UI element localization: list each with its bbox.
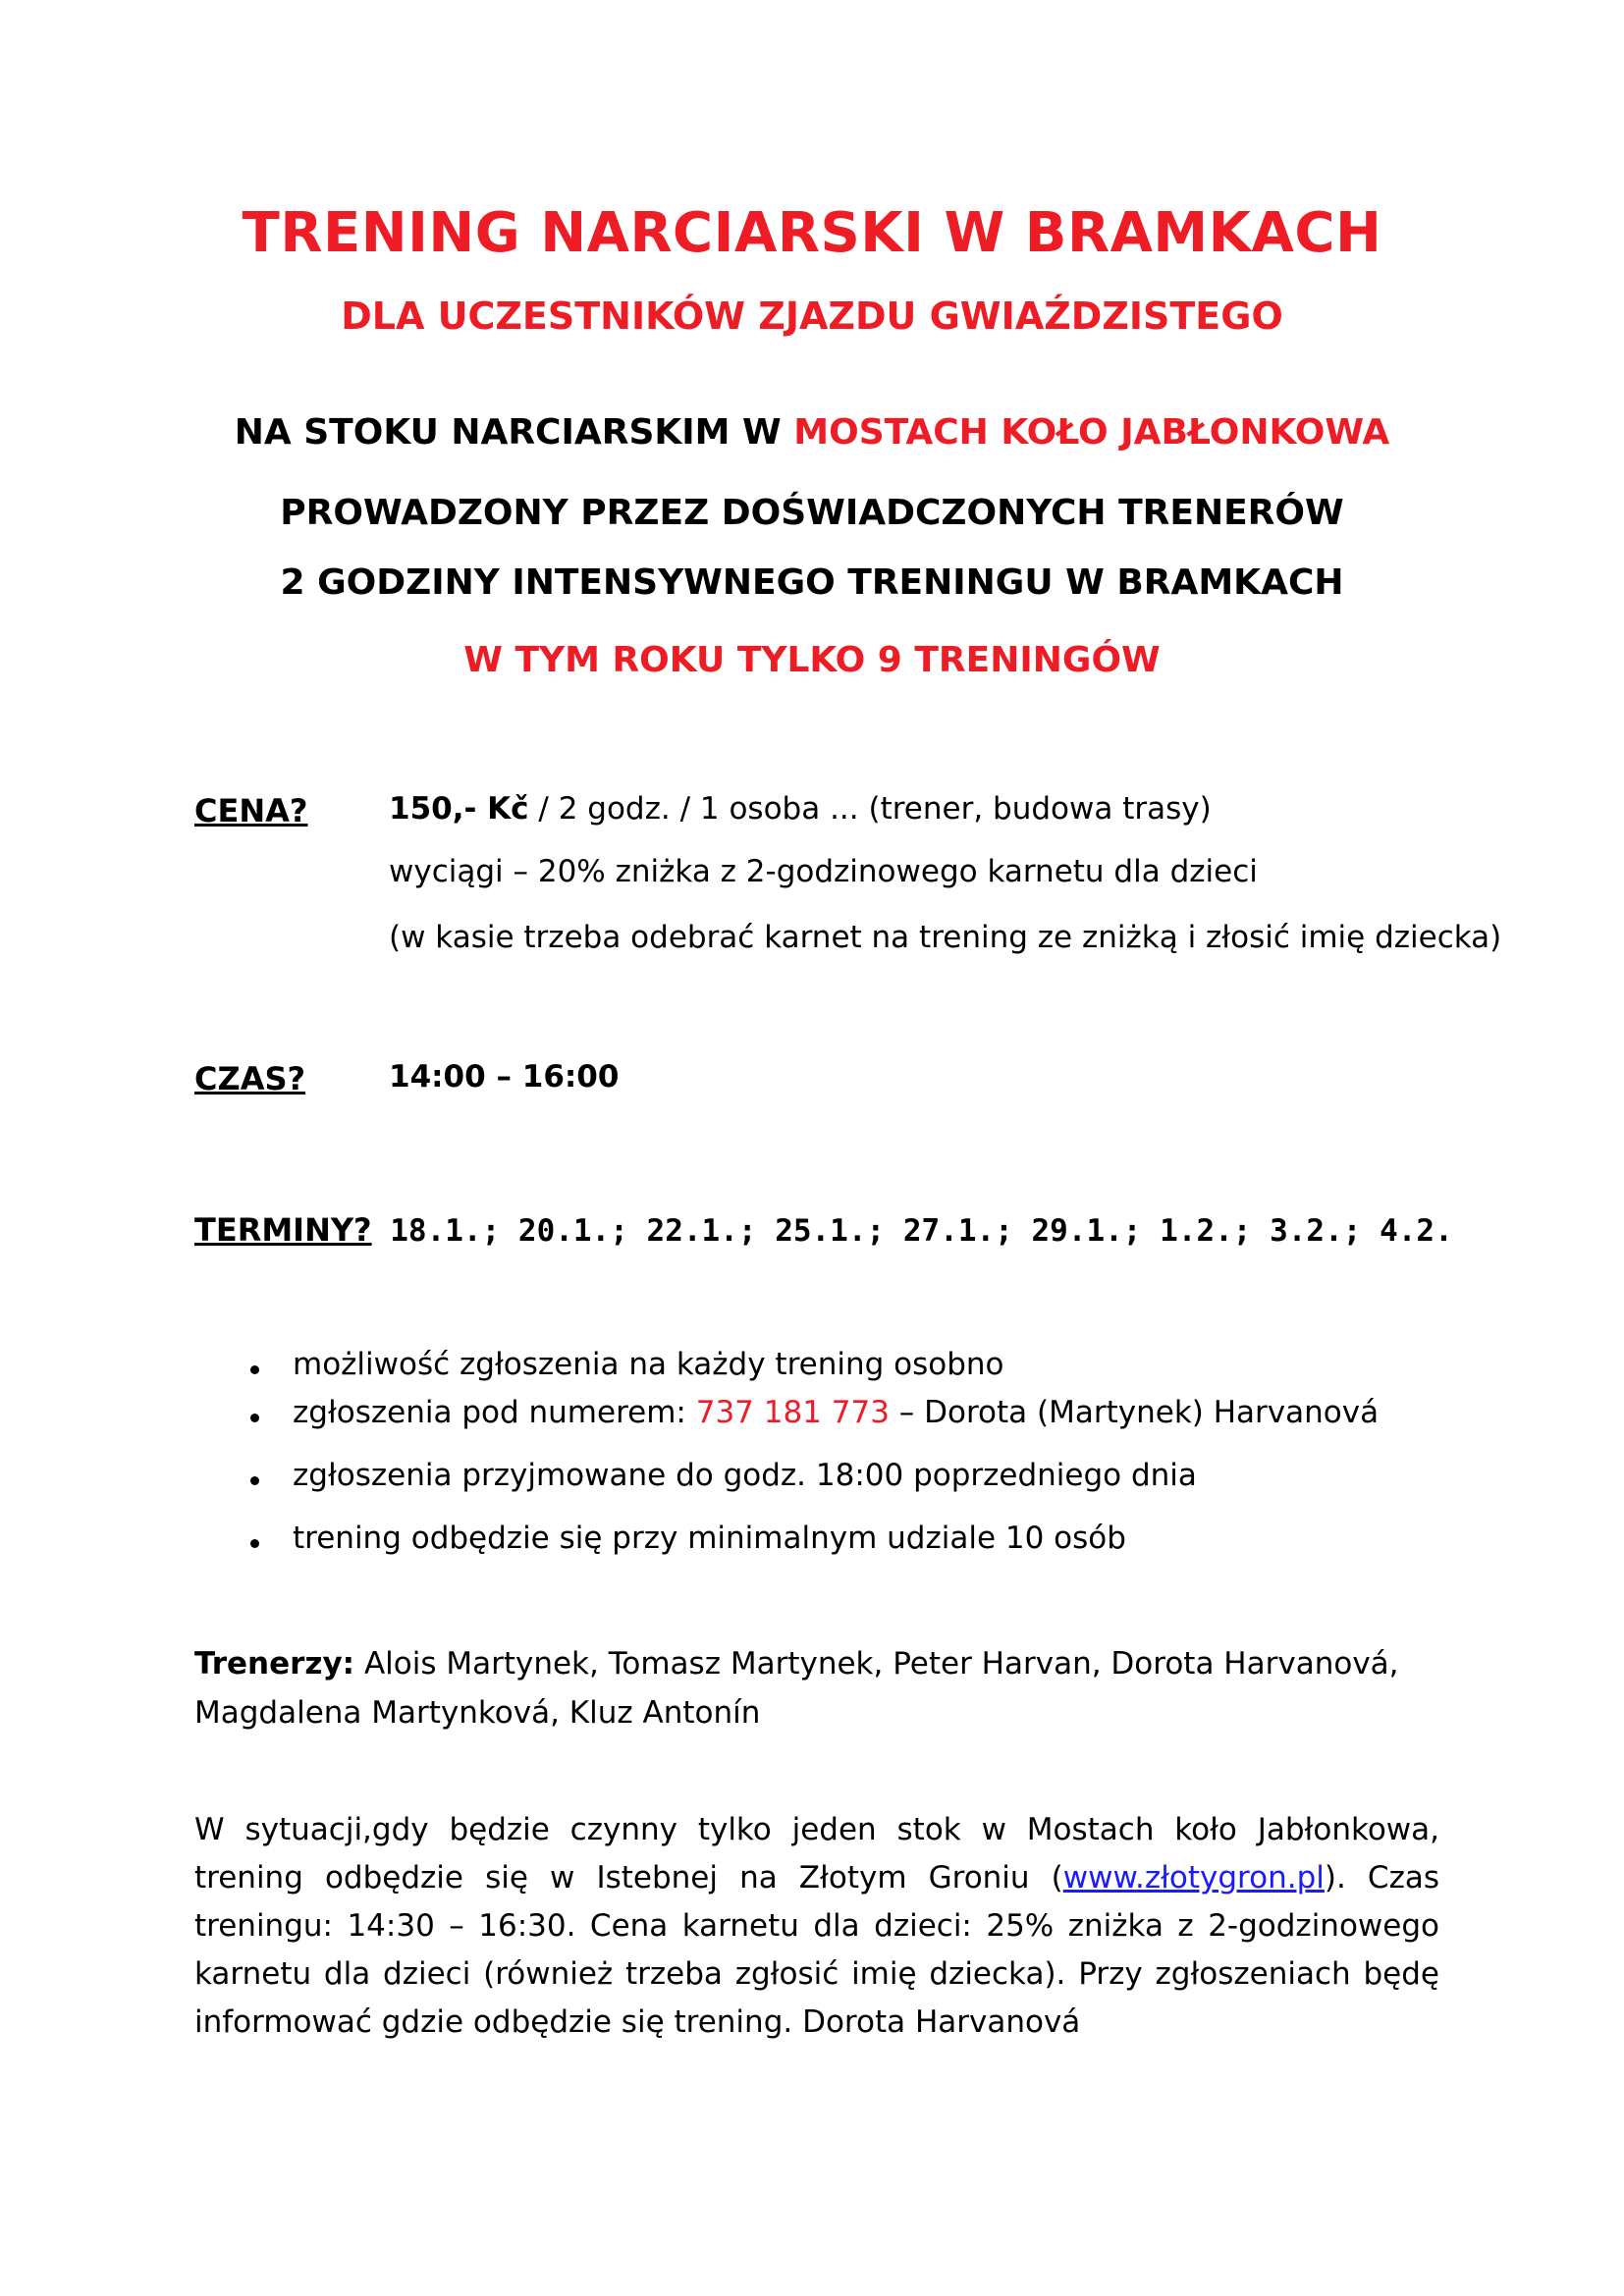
bullet-dot-icon (250, 1414, 259, 1422)
closing-text-2: ). Czas treningu: 14:30 – 16:30. Cena karnetu dla dzieci: 25% zniżka z 2-godzinowego karnetu dla dzieci (również trzeba zgłosić imię dziecka). Przy zgłoszeniach będę informować gdzie odbędzie się trening. Dorota Harvanová (194, 1860, 1439, 2040)
bullet-dot-icon (250, 1476, 259, 1485)
bullet-dot-icon (250, 1365, 259, 1374)
phone-number: 737 181 773 (695, 1395, 890, 1430)
time-label: CZAS? (194, 1060, 306, 1097)
bullet-item-2 (293, 1395, 1379, 1430)
intro-line-3: 2 GODZINY INTENSYWNEGO TRENINGU W BRAMKACH (280, 562, 1344, 603)
price-label: CENA? (194, 792, 308, 829)
intro-line-1-prefix: NA STOKU NARCIARSKIM W (234, 412, 794, 453)
intro-line-4: W TYM ROKU TYLKO 9 TRENINGÓW (463, 640, 1161, 680)
dates-value: 18.1.; 20.1.; 22.1.; 25.1.; 27.1.; 29.1.; 1.2.; 3.2.; 4.2. (371, 1213, 1453, 1249)
price-line (389, 791, 1212, 827)
time-value: 14:00 – 16:00 (389, 1059, 620, 1095)
trainers-line-2: Magdalena Martynková, Kluz Antonín (194, 1695, 761, 1731)
price-lifts: wyciągi – 20% zniżka z 2-godzinowego karnetu dla dzieci (389, 854, 1258, 889)
dates-label: TERMINY? (194, 1211, 372, 1249)
trainers-line-1 (194, 1646, 1399, 1682)
website-link[interactable]: www.złotygron.pl (1062, 1860, 1325, 1896)
page-subtitle: DLA UCZESTNIKÓW ZJAZDU GWIAŹDZISTEGO (341, 294, 1283, 338)
intro-line-2: PROWADZONY PRZEZ DOŚWIADCZONYCH TRENERÓW (280, 493, 1344, 533)
trainers-names-1: Alois Martynek, Tomasz Martynek, Peter Harvan, Dorota Harvanová, (354, 1646, 1399, 1682)
bullet-item-3: zgłoszenia przyjmowane do godz. 18:00 poprzedniego dnia (293, 1458, 1197, 1493)
price-details: / 2 godz. / 1 osoba ... (trener, budowa trasy) (528, 791, 1212, 827)
intro-line-1 (0, 412, 1624, 453)
intro-location: MOSTACH KOŁO JABŁONKOWA (793, 412, 1390, 453)
bullet-item-1: możliwość zgłoszenia na każdy trening osobno (293, 1347, 1004, 1382)
closing-paragraph (194, 1806, 1439, 2047)
closing-text-1: W sytuacji,gdy będzie czynny tylko jeden stok w Mostach koło Jabłonkowa, trening odbędzie się w Istebnej na Złotym Groniu ( (194, 1812, 1439, 1896)
bullet-dot-icon (250, 1539, 259, 1548)
price-amount: 150,- Kč (389, 791, 529, 827)
bullet-item-2-prefix: zgłoszenia pod numerem: (293, 1395, 696, 1430)
trainers-label: Trenerzy: (194, 1646, 355, 1682)
dates-line (194, 1211, 1453, 1249)
bullet-item-4: trening odbędzie się przy minimalnym udziale 10 osób (293, 1521, 1126, 1556)
bullet-item-2-suffix: – Dorota (Martynek) Harvanová (889, 1395, 1380, 1430)
price-note: (w kasie trzeba odebrać karnet na trening ze zniżką i złosić imię dziecka) (389, 920, 1502, 955)
page-title: TRENING NARCIARSKI W BRAMKACH (242, 201, 1382, 265)
